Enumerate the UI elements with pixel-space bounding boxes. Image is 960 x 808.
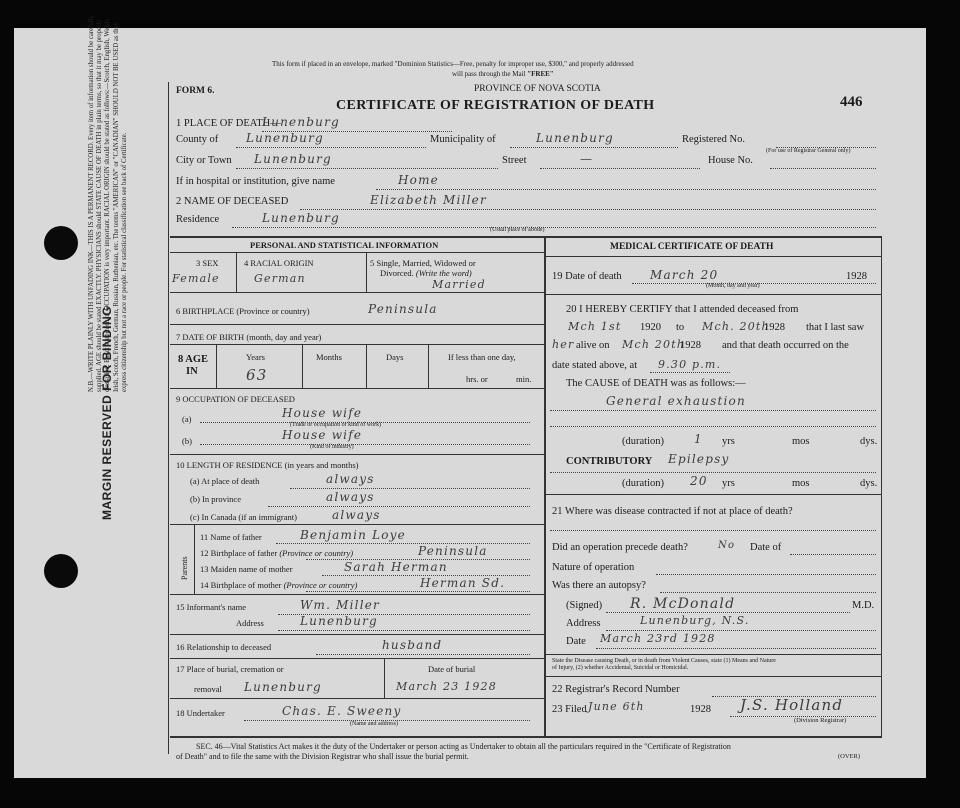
burial-date-value: March 23 1928 bbox=[396, 680, 497, 693]
at-place-label: (a) At place of death bbox=[190, 476, 260, 486]
certificate-title: CERTIFICATE OF REGISTRATION OF DEATH bbox=[336, 98, 655, 113]
attended-to-year: 1928 bbox=[764, 322, 785, 333]
date-of-death-year: 1928 bbox=[846, 271, 867, 282]
duration-1-yrs: yrs bbox=[722, 436, 735, 447]
certify-label: 20 I HEREBY CERTIFY that I attended deceased from bbox=[566, 304, 799, 315]
informant-address-value: Lunenburg bbox=[300, 614, 378, 628]
cause-value: General exhaustion bbox=[606, 394, 746, 408]
occupation-label: 9 OCCUPATION OF DECEASED bbox=[176, 394, 295, 404]
over-label: (OVER) bbox=[838, 753, 861, 760]
birthplace-label: 6 BIRTHPLACE (Province or country) bbox=[176, 306, 310, 316]
mother-name-label: 13 Maiden name of mother bbox=[200, 564, 293, 574]
burial-date-label: Date of burial bbox=[428, 664, 476, 674]
place-of-death-label: 1 PLACE OF DEATH— bbox=[176, 118, 281, 129]
date-stated-label: date stated above, at bbox=[552, 360, 638, 371]
municipality-value: Lunenburg bbox=[536, 131, 614, 145]
racial-origin-value: German bbox=[254, 272, 306, 285]
informant-value: Wm. Miller bbox=[300, 598, 380, 612]
parents-label: Parents bbox=[180, 556, 189, 580]
hospital-label: If in hospital or institution, give name bbox=[176, 176, 335, 187]
signed-label: (Signed) bbox=[566, 600, 603, 611]
margin-title: MARGIN RESERVED FOR BINDING bbox=[100, 306, 114, 520]
city-value: Lunenburg bbox=[254, 152, 332, 166]
burial-place-label: 17 Place of burial, cremation or bbox=[176, 664, 284, 674]
division-registrar-note: (Division Registrar) bbox=[794, 717, 847, 724]
birthplace-value: Peninsula bbox=[368, 302, 438, 316]
duration-2-dys: dys. bbox=[860, 478, 878, 489]
margin-instructions: N.B.—WRITE PLAINLY WITH UNFADING INK—THIS IS A PERMANENT RECORD. Every item of information should be carefully supplied. AGE should be stated EXACTLY. PHYSICIANS should STATE CAUSE OF DEATH in plain terms, so that it may be properly classified. Exact statement of OCCUPATION is very important. RACIAL ORIGIN should be stated as follows:—Scotch, English, Welsh, Irish, Scotch, French, German, Russian, Ruthenian, etc. The terms "AMERICAN" or "CANADIAN" SHOULD NOT BE USED as they express citizenship but not a race or people. For statistical classification see back of Certificate. bbox=[88, 14, 128, 392]
cause-label: The CAUSE of DEATH was as follows:— bbox=[566, 378, 746, 389]
margin-rule bbox=[168, 82, 169, 754]
mail-notice: This form if placed in an envelope, marked "Dominion Statistics—Free, penalty for improper use, $300," and properly addressed bbox=[272, 60, 634, 68]
hospital-value: Home bbox=[398, 173, 439, 187]
in-canada-label: (c) In Canada (if an immigrant) bbox=[190, 512, 297, 522]
nature-label: Nature of operation bbox=[552, 562, 635, 573]
signature-date-label: Date bbox=[566, 636, 586, 647]
occupation-b-value: House wife bbox=[282, 428, 363, 442]
province-heading: PROVINCE OF NOVA SCOTIA bbox=[474, 84, 601, 94]
last-saw-label: that I last saw bbox=[806, 322, 865, 333]
duration-2-yrs: yrs bbox=[722, 478, 735, 489]
undertaker-label: 18 Undertaker bbox=[176, 708, 225, 718]
filed-year: 1928 bbox=[690, 704, 711, 715]
personal-heading: PERSONAL AND STATISTICAL INFORMATION bbox=[250, 240, 439, 250]
filed-value: June 6th bbox=[588, 700, 645, 713]
physician-address-value: Lunenburg, N.S. bbox=[640, 614, 750, 627]
father-birthplace-value: Peninsula bbox=[418, 544, 488, 558]
duration-1-mos: mos bbox=[792, 436, 810, 447]
section-46-text: SEC. 46—Vital Statistics Act makes it the duty of the Undertaker or person acting as Undertaker to obtain all the particulars required in the "Certificate of Registration bbox=[196, 742, 731, 751]
attended-to-value: Mch. 20th bbox=[702, 320, 770, 333]
mother-name-value: Sarah Herman bbox=[344, 560, 448, 574]
operation-value: No bbox=[718, 540, 736, 551]
father-birthplace-label: 12 Birthplace of father (Province or country) bbox=[200, 548, 354, 558]
time-of-death-value: 9.30 p.m. bbox=[658, 358, 722, 371]
alive-on-year: 1928 bbox=[680, 340, 701, 351]
usual-abode-note: (Usual place of abode) bbox=[490, 227, 545, 233]
name-of-deceased-label: 2 NAME OF DECEASED bbox=[176, 196, 289, 207]
date-of-death-value: March 20 bbox=[650, 268, 719, 282]
burial-removal-label: removal bbox=[194, 684, 222, 694]
house-no-label: House No. bbox=[708, 155, 753, 166]
county-value: Lunenburg bbox=[246, 131, 324, 145]
marital-label: 5 Single, Married, Widowed or bbox=[370, 258, 476, 268]
occupation-a-value: House wife bbox=[282, 406, 363, 420]
place-of-death-value: Lunenburg bbox=[262, 115, 340, 129]
operation-date-label: Date of bbox=[750, 542, 782, 553]
sex-label: 3 SEX bbox=[196, 258, 219, 268]
undertaker-note: (Name and address) bbox=[350, 721, 398, 727]
occupation-b-note: (Kind of industry) bbox=[310, 444, 354, 450]
dob-label: 7 DATE OF BIRTH (month, day and year) bbox=[176, 332, 322, 342]
her-value: her bbox=[552, 338, 575, 351]
occupation-a-label: (a) bbox=[182, 414, 192, 424]
duration-2-value: 20 bbox=[690, 474, 708, 488]
contributory-value: Epilepsy bbox=[668, 452, 730, 466]
street-label: Street bbox=[502, 155, 527, 166]
municipality-label: Municipality of bbox=[430, 134, 496, 145]
alive-on-label: alive on bbox=[576, 340, 610, 351]
occurred-label: and that death occurred on the bbox=[722, 340, 849, 351]
street-value: — bbox=[580, 152, 594, 166]
undertaker-value: Chas. E. Sweeny bbox=[282, 704, 402, 718]
division-registrar-signature: J.S. Holland bbox=[740, 696, 844, 714]
relationship-label: 16 Relationship to deceased bbox=[176, 642, 272, 652]
registered-no-label: Registered No. bbox=[682, 134, 745, 145]
in-province-value: always bbox=[326, 490, 375, 504]
age-years-value: 63 bbox=[246, 366, 268, 384]
to-label: to bbox=[676, 322, 685, 333]
marital-value: Married bbox=[432, 278, 486, 291]
attended-from-value: Mch 1st bbox=[568, 320, 622, 333]
contributory-label: CONTRIBUTORY bbox=[566, 456, 653, 467]
county-label: County of bbox=[176, 134, 219, 145]
marital-label-2: Divorced. (Write the word) bbox=[380, 268, 472, 278]
in-province-label: (b) In province bbox=[190, 494, 241, 504]
in-canada-value: always bbox=[332, 508, 381, 522]
attended-from-year: 1920 bbox=[640, 322, 661, 333]
age-label: 8 AGE bbox=[178, 354, 209, 365]
binding-hole-bottom bbox=[44, 554, 78, 588]
informant-label: 15 Informant's name bbox=[176, 602, 246, 612]
duration-1-dys: dys. bbox=[860, 436, 878, 447]
duration-2-label: (duration) bbox=[622, 478, 664, 489]
at-place-value: always bbox=[326, 472, 375, 486]
father-name-label: 11 Name of father bbox=[200, 532, 262, 542]
autopsy-label: Was there an autopsy? bbox=[552, 580, 646, 591]
alive-on-value: Mch 20th bbox=[622, 338, 686, 351]
hrs-label: hrs. or bbox=[466, 374, 488, 384]
date-of-death-label: 19 Date of death bbox=[552, 271, 622, 282]
registrar-general-note: (For use of Registrar General only) bbox=[766, 148, 851, 154]
date-of-death-note: (Month, day and year) bbox=[706, 283, 760, 289]
years-label: Years bbox=[246, 352, 265, 362]
filed-label: 23 Filed bbox=[552, 704, 587, 715]
q21-label: 21 Where was disease contracted if not at place of death? bbox=[552, 506, 793, 517]
duration-1-label: (duration) bbox=[622, 436, 664, 447]
occupation-a-note: (Trade or occupation or kind of work) bbox=[290, 422, 382, 428]
length-of-residence-label: 10 LENGTH OF RESIDENCE (in years and months) bbox=[176, 460, 359, 470]
medical-heading: MEDICAL CERTIFICATE OF DEATH bbox=[610, 242, 774, 252]
days-label: Days bbox=[386, 352, 404, 362]
md-label: M.D. bbox=[852, 600, 875, 611]
sex-value: Female bbox=[172, 272, 220, 285]
relationship-value: husband bbox=[382, 638, 443, 652]
section-46-text-2: of Death" and to file the same with the Division Registrar who shall issue the burial permit. bbox=[176, 752, 469, 761]
less-than-day-label: If less than one day, bbox=[448, 352, 516, 362]
physician-signature: R. McDonald bbox=[630, 596, 736, 612]
mail-notice-2: will pass through the Mail "FREE" bbox=[452, 70, 554, 78]
burial-place-value: Lunenburg bbox=[244, 680, 322, 694]
physician-address-label: Address bbox=[566, 618, 601, 629]
min-label: min. bbox=[516, 374, 532, 384]
residence-value: Lunenburg bbox=[262, 211, 340, 225]
operation-label: Did an operation precede death? bbox=[552, 542, 688, 553]
informant-address-label: Address bbox=[236, 618, 264, 628]
racial-origin-label: 4 RACIAL ORIGIN bbox=[244, 258, 314, 268]
mother-birthplace-label: 14 Birthplace of mother (Province or country) bbox=[200, 580, 358, 590]
binding-hole-top bbox=[44, 226, 78, 260]
age-in-label: IN bbox=[186, 366, 198, 377]
registrar-record-label: 22 Registrar's Record Number bbox=[552, 684, 680, 695]
name-of-deceased-value: Elizabeth Miller bbox=[370, 193, 487, 207]
signature-date-value: March 23rd 1928 bbox=[600, 632, 716, 645]
certificate-number: 446 bbox=[840, 94, 863, 110]
mother-birthplace-value: Herman Sd. bbox=[420, 576, 506, 590]
state-disease-note: State the Disease causing Death, or in death from Violent Causes, state (1) Means and Nature bbox=[552, 658, 776, 664]
city-label: City or Town bbox=[176, 155, 232, 166]
months-label: Months bbox=[316, 352, 342, 362]
residence-label: Residence bbox=[176, 214, 220, 225]
duration-2-mos: mos bbox=[792, 478, 810, 489]
state-disease-note-2: of Injury, (2) whether Accidental, Suicidal or Homicidal. bbox=[552, 665, 689, 671]
duration-1-value: 1 bbox=[694, 432, 703, 446]
father-name-value: Benjamin Loye bbox=[300, 528, 406, 542]
occupation-b-label: (b) bbox=[182, 436, 192, 446]
form-number: FORM 6. bbox=[176, 86, 215, 96]
